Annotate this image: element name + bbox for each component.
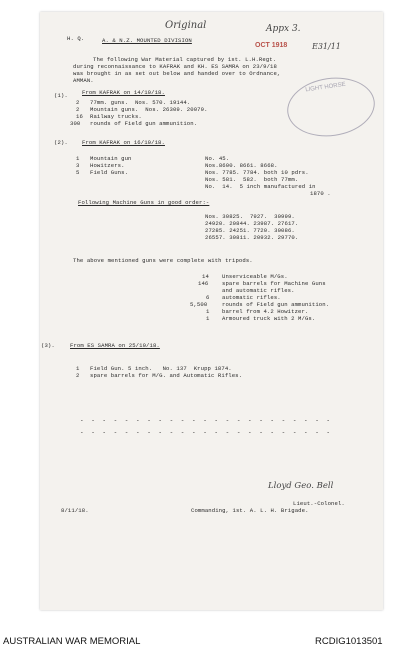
dashed-divider: - - - - - - - - - - - - - - - - - - - - - - - xyxy=(80,417,333,424)
item-desc: Armoured truck with 2 M/Gs. xyxy=(222,315,316,322)
machine-gun-heading: Following Machine Guns in good order:- xyxy=(78,199,210,206)
stamp-text: LIGHT HORSE xyxy=(305,81,347,94)
intro-line: The following War Material captured by 1st. L.H.Regt. xyxy=(93,56,277,63)
mg-serial-row: Nos. 30825. 7927. 30999. xyxy=(205,213,295,220)
item-desc: Mountain gun xyxy=(90,155,132,162)
item-desc: Mountain guns. Nos. 26309. 20079. xyxy=(90,106,208,113)
item-desc: and automatic rifles. xyxy=(222,287,295,294)
reference-number: E31/11 xyxy=(312,42,341,51)
section-number: (3). xyxy=(41,342,55,349)
mg-serial-row: 26557. 30811. 20932. 29770. xyxy=(205,234,299,241)
hq-label: H. Q. xyxy=(67,35,85,42)
item-qty: 14 xyxy=(202,273,209,280)
item-desc: barrel from 4.2 Howitzer. xyxy=(222,308,309,315)
handwritten-signature: Lloyd Geo. Bell xyxy=(268,481,334,491)
item-serials: No. 45. xyxy=(205,155,230,162)
item-qty: 2 xyxy=(76,372,80,379)
section-title: From KAFRAK on 16/10/18. xyxy=(82,139,165,146)
mg-serial-row: 24920. 20844. 23987. 27617. xyxy=(205,220,299,227)
item-qty: 1 xyxy=(76,365,80,372)
division-heading: A. & N.Z. MOUNTED DIVISION xyxy=(102,37,192,44)
item-qty: 300 xyxy=(70,120,81,127)
item-qty: 146 xyxy=(198,280,209,287)
document-page xyxy=(40,12,383,610)
item-qty: 6 xyxy=(206,294,210,301)
item-qty: 3 xyxy=(76,162,80,169)
item-desc: Field Guns. xyxy=(90,169,129,176)
item-desc: spare barrels for M/G. and Automatic Rifles. xyxy=(90,372,243,379)
item-qty: 2 xyxy=(76,106,80,113)
light-horse-stamp xyxy=(283,72,378,142)
appx-note: Appx 3. xyxy=(266,24,301,34)
item-desc: rounds of Field gun ammunition. xyxy=(90,120,198,127)
intro-line: during reconnaissance to KAFRAK and KH. ES SAMRA on 23/9/18 xyxy=(73,63,277,70)
item-qty: 1 xyxy=(76,155,80,162)
item-serials: Nos. 7785. 7784. both 10 pdrs. xyxy=(205,169,309,176)
tripods-note: The above mentioned guns were complete with tripods. xyxy=(73,257,253,264)
item-desc: Field Gun. 5 inch. No. 137 Krupp 1874. xyxy=(90,365,232,372)
item-desc: Howitzers. xyxy=(90,162,125,169)
intro-line: AMMAN. xyxy=(73,77,94,84)
item-qty: 5,500 xyxy=(190,301,208,308)
item-serials: 1870 . xyxy=(310,190,331,197)
item-desc: 77mm. guns. Nos. 570. 19144. xyxy=(90,99,191,106)
item-serials: Nos. 581. 582. both 77mm. xyxy=(205,176,299,183)
item-qty: 5 xyxy=(76,169,80,176)
footer-record-id: RCDIG1013501 xyxy=(315,636,383,647)
item-qty: 1 xyxy=(206,315,210,322)
item-desc: rounds of Field gun ammunition. xyxy=(222,301,330,308)
section-number: (2). xyxy=(54,139,68,146)
section-number: (1). xyxy=(54,92,68,99)
footer-institution: AUSTRALIAN WAR MEMORIAL xyxy=(3,636,141,647)
item-desc: Railway trucks. xyxy=(90,113,142,120)
item-desc: spare barrels for Machine Guns xyxy=(222,280,326,287)
item-desc: automatic rifles. xyxy=(222,294,281,301)
item-serials: No. 14. 5 inch manufactured in xyxy=(205,183,316,190)
section-title: From ES SAMRA on 25/10/18. xyxy=(70,342,160,349)
dashed-divider: - - - - - - - - - - - - - - - - - - - - - - - xyxy=(80,429,333,436)
original-note: Original xyxy=(165,20,207,31)
item-qty: 16 xyxy=(76,113,83,120)
item-desc: Unserviceable M/Gs. xyxy=(222,273,288,280)
signatory-rank: Lieut.-Colonel. xyxy=(293,500,345,507)
mg-serial-row: 27285. 24251. 7720. 30086. xyxy=(205,227,295,234)
signatory-role: Commanding, 1st. A. L. H. Brigade. xyxy=(191,507,309,514)
section-title: From KAFRAK on 14/10/18. xyxy=(82,89,165,96)
date-stamp: OCT 1918 xyxy=(255,42,288,49)
document-date: 8/11/18. xyxy=(61,507,89,514)
item-qty: 2 xyxy=(76,99,80,106)
item-qty: 1 xyxy=(206,308,210,315)
intro-line: was brought in as set out below and handed over to Ordnance, xyxy=(73,70,281,77)
item-serials: Nos.8600. 8661. 8668. xyxy=(205,162,278,169)
